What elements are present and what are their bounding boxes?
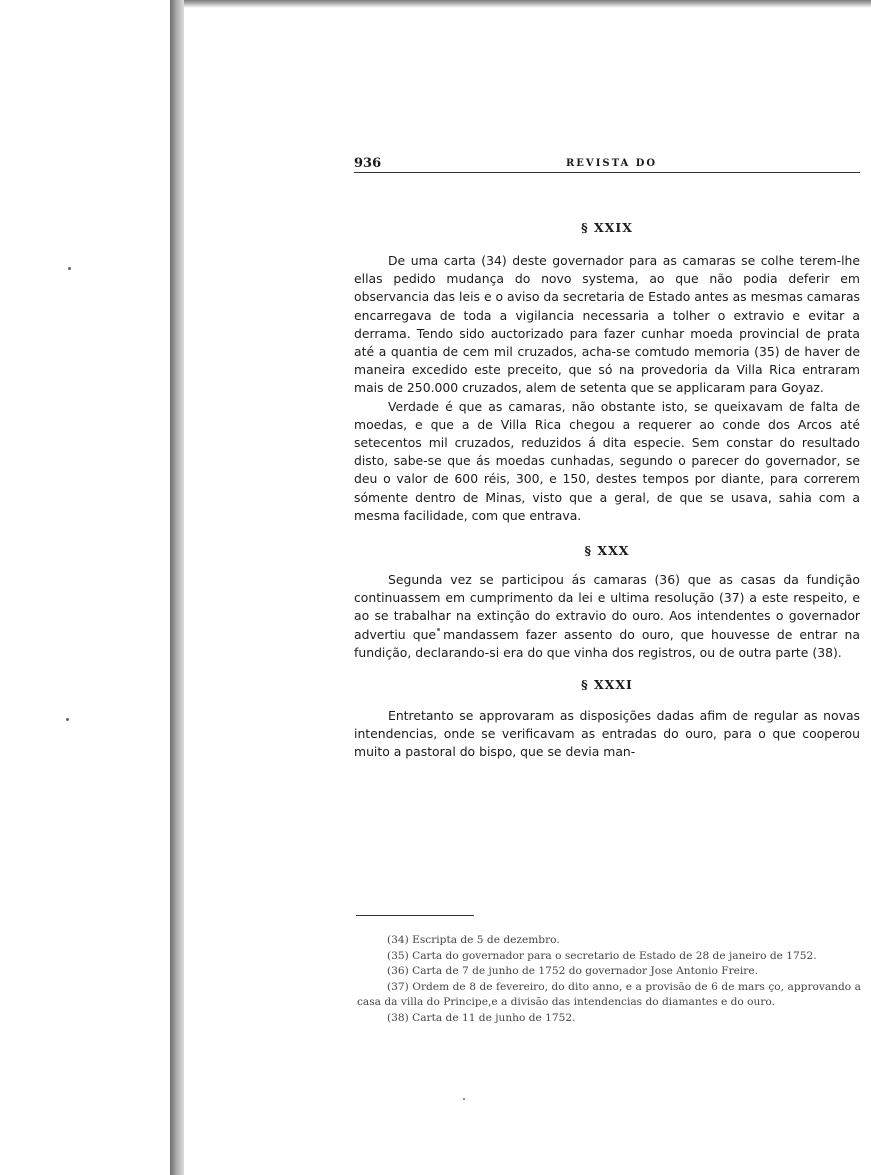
footnote: (38) Carta de 11 de junho de 1752. [387,1011,576,1024]
page-number: 936 [354,156,382,171]
page-binding-edge [170,0,184,1175]
paragraph: Segunda vez se participou ás camaras (36) que as casas da fundição continuassem em cumprimento da lei e ultima resolução (37) a este respeito, e ao se trabalhar na extinção do extravio do ouro. Aos intendentes o governador advertiu que mandassem fazer assento do ouro, que houvesse de entrar na fundição, declarando-si era do que vinha dos registros, ou de outra parte (38). [354,572,860,660]
footnote: (36) Carta de 7 de junho de 1752 do governador Jose Antonio Freire. [387,965,758,978]
paragraph: De uma carta (34) deste governador para as camaras se colhe terem-lhe ellas pedido mudança do novo systema, ao que não podia deferir em observancia das leis e o aviso da secretaria de Estado antes as mesmas camaras encarregava de toda a vigilancia necessaria a tolher o extravio e evitar a derrama. Tendo sido auctorizado para fazer cunhar moeda provincial de prata até a quantia de cem mil cruzados, acha-se comtudo memoria (35) de haver de maneira excedido este preceito, que só na provedoria da Villa Rica entraram mais de 250.000 cruzados, alem de setenta que se applicaram para Goyaz. [354,253,860,396]
paragraph: Verdade é que as camaras, não obstante isto, se queixavam de falta de moedas, e que a de Villa Rica chegou a requerer ao conde dos Arcos até setecentos mil cruzados, reduzidos á dita especie. Sem constar do resultado disto, sabe-se que ás moedas cunhadas, segundo o parecer do governador, se deu o valor de 600 réis, 300, e 150, destes tempos por diante, para correrem sómente dentro de Minas, visto que a geral, de que se usava, sahia com a mesma facilidade, com que entrava. [354,398,860,523]
footnote: (34) Escripta de 5 de dezembro. [387,934,560,946]
running-title: REVISTA DO [566,158,658,169]
page-top-edge [184,0,871,8]
page-content [354,150,860,762]
section-heading-xxix: § XXIX [581,220,633,235]
section-heading-xxx: § XXX [584,543,630,559]
footnote: (35) Carta do governador para o secretario de Estado de 28 de janeiro de 1752. [387,949,817,962]
running-header [354,150,860,173]
section-heading-xxxi: § XXXI [581,677,633,693]
paragraph: Entretanto se approvaram as disposições dadas afim de regular as novas intendencias, onde se verificavam as entradas do ouro, para o que cooperou muito a pastoral do bispo, que se devia man- [354,708,860,760]
footnote: (37) Ordem de 8 de fevereiro, do dito anno, e a provisão de 6 de mars ço, approvando a casa da villa do Principe,e a divisão das intendencias do diamantes e do ouro. [357,980,861,1009]
footnote-rule [356,915,474,916]
footnotes [357,933,861,1027]
